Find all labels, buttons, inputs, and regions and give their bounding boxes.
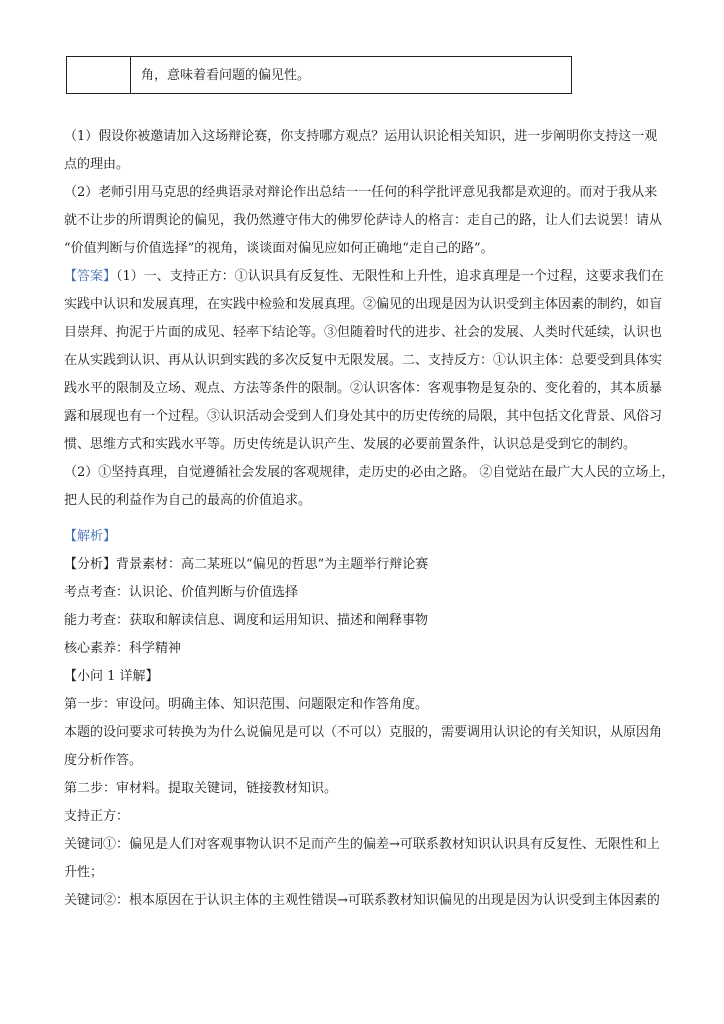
analysis-line: 支持正方： [64,809,130,824]
table-row [66,56,572,94]
analysis-line: 第一步：审设问。明确主体、知识范围、问题限定和作答角度。 [64,697,429,712]
answer-tag: 【答案】 [64,269,117,284]
answer-line: 目崇拜、拘泥于片面的成见、轻率下结论等。③但随着时代的进步、社会的发展、人类时代延续，认识也 [64,325,663,340]
question-2-line: （2）老师引用马克思的经典语录对辩论作出总结一一任何的科学批评意见我都是欢迎的。而对于我从来 [64,185,658,200]
question-2-line: 就不让步的所谓舆论的偏见，我仍然遵守伟大的佛罗伦萨诗人的格言：走自己的路，让人们去说罢！请从 [64,213,663,228]
answer-line: 把人民的利益作为自己的最高的价值追求。 [64,493,312,508]
answer-line: 实践中认识和发展真理，在实践中检验和发展真理。②偏见的出现是因为认识受到主体因素的制约，如盲 [64,297,663,312]
question-1-line: （1）假设你被邀请加入这场辩论赛，你支持哪方观点？运用认识论相关知识，进一步阐明你支持这一观 [64,129,658,144]
analysis-line: 【分析】背景素材：高二某班以“偏见的哲思”为主题举行辩论赛 [64,557,429,572]
table-cell-empty [67,57,131,93]
answer-line: 露和展现也有一个过程。③认识活动会受到人们身处其中的历史传统的局限，其中包括文化背景、风俗习 [64,409,663,424]
answer-line: 践水平的限制及立场、观点、方法等条件的限制。②认识客体：客观事物是复杂的、变化着的，其本质暴 [64,381,663,396]
question-2-line: “价值判断与价值选择”的视角，谈谈面对偏见应如何正确地“走自己的路”。 [64,241,494,256]
analysis-line: 度分析作答。 [64,753,143,768]
answer-line: （2）①坚持真理，自觉遵循社会发展的客观规律，走历史的必由之路。 ②自觉站在最广大人民的立场上， [64,465,675,480]
analysis-line: 第二步：审材料。提取关键词，链接教材知识。 [64,781,338,796]
table-cell-text: 角，意味着看问题的偏见性。 [141,68,311,83]
analysis-tag: 【解析】 [64,529,117,544]
analysis-line: 能力考查：获取和解读信息、调度和运用知识、描述和阐释事物 [64,613,429,628]
analysis-line: 关键词①：偏见是人们对客观事物认识不足而产生的偏差→可联系教材知识认识具有反复性、无限性和上 [64,837,660,852]
analysis-line: 升性； [64,865,104,880]
analysis-line: 考点考查：认识论、价值判断与价值选择 [64,585,299,600]
analysis-line: 核心素养：科学精神 [64,641,182,656]
answer-line [64,267,664,287]
answer-line: 在从实践到认识、再从认识到实践的多次反复中无限发展。二、支持反方：①认识主体：总要受到具体实 [64,353,663,368]
analysis-line: 关键词②：根本原因在于认识主体的主观性错误→可联系教材知识偏见的出现是因为认识受到主体因素的 [64,893,660,908]
question-1-line: 点的理由。 [64,157,130,172]
answer-text: （1）一、支持正方：①认识具有反复性、无限性和上升性，追求真理是一个过程，这要求我们在 [116,269,664,284]
answer-line: 惯、思维方式和实践水平等。历史传统是认识产生、发展的必要前置条件，认识总是受到它的制约。 [64,437,637,452]
analysis-heading: 【小问 1 详解】 [64,669,159,684]
analysis-line: 本题的设问要求可转换为为什么说偏见是可以（不可以）克服的，需要调用认识论的有关知识，从原因角 [64,725,663,740]
